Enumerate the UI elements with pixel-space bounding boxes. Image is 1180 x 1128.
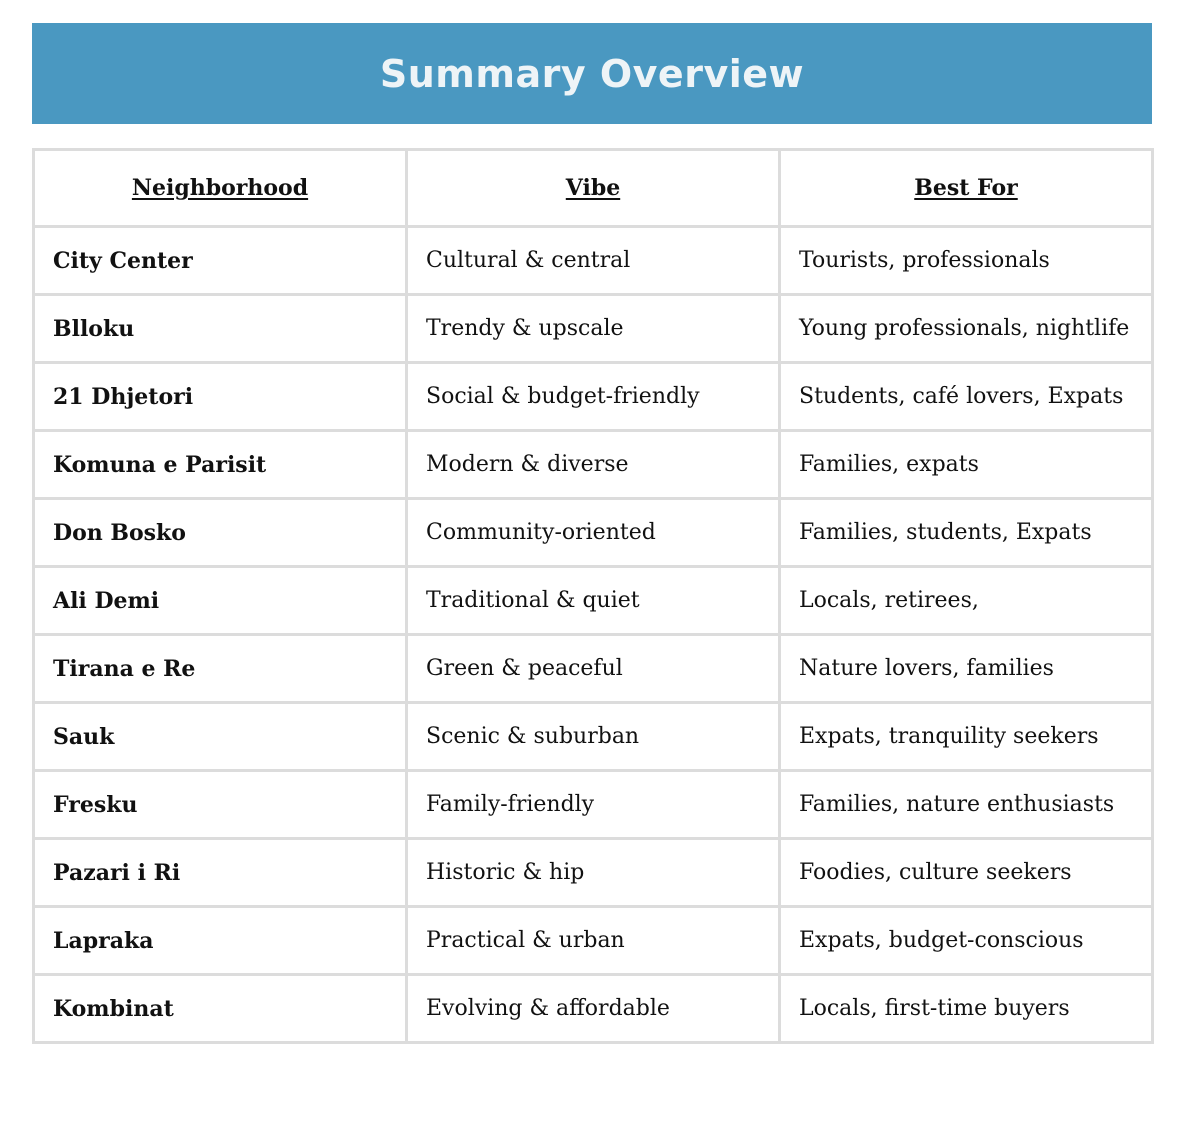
neighborhood-cell: Kombinat [34, 975, 407, 1043]
best-for-cell: Families, students, Expats [780, 499, 1153, 567]
table-row [34, 635, 1153, 703]
neighborhood-cell: Fresku [34, 771, 407, 839]
table-row [34, 703, 1153, 771]
best-for-cell: Tourists, professionals [780, 227, 1153, 295]
table-row [34, 295, 1153, 363]
table-row [34, 499, 1153, 567]
neighborhood-cell: City Center [34, 227, 407, 295]
vibe-cell: Evolving & affordable [407, 975, 780, 1043]
neighborhood-cell: Sauk [34, 703, 407, 771]
neighborhood-cell: Ali Demi [34, 567, 407, 635]
neighborhood-cell: Lapraka [34, 907, 407, 975]
best-for-cell: Students, café lovers, Expats [780, 363, 1153, 431]
table-row [34, 363, 1153, 431]
column-header-best-for: Best For [780, 150, 1153, 227]
table-row [34, 839, 1153, 907]
table-row [34, 907, 1153, 975]
best-for-cell: Locals, retirees, [780, 567, 1153, 635]
vibe-cell: Cultural & central [407, 227, 780, 295]
column-header-vibe: Vibe [407, 150, 780, 227]
summary-table [32, 148, 1154, 1044]
best-for-cell: Foodies, culture seekers [780, 839, 1153, 907]
neighborhood-cell: Blloku [34, 295, 407, 363]
table-header-row [34, 150, 1153, 227]
best-for-cell: Nature lovers, families [780, 635, 1153, 703]
page-title: Summary Overview [379, 51, 805, 96]
table-row [34, 567, 1153, 635]
neighborhood-cell: 21 Dhjetori [34, 363, 407, 431]
best-for-cell: Families, expats [780, 431, 1153, 499]
best-for-cell: Families, nature enthusiasts [780, 771, 1153, 839]
best-for-cell: Expats, budget-conscious [780, 907, 1153, 975]
vibe-cell: Trendy & upscale [407, 295, 780, 363]
vibe-cell: Green & peaceful [407, 635, 780, 703]
best-for-cell: Young professionals, nightlife [780, 295, 1153, 363]
vibe-cell: Family-friendly [407, 771, 780, 839]
table-row [34, 771, 1153, 839]
table-row [34, 227, 1153, 295]
neighborhood-cell: Komuna e Parisit [34, 431, 407, 499]
neighborhood-cell: Tirana e Re [34, 635, 407, 703]
table-row [34, 431, 1153, 499]
neighborhood-cell: Pazari i Ri [34, 839, 407, 907]
best-for-cell: Locals, first-time buyers [780, 975, 1153, 1043]
vibe-cell: Modern & diverse [407, 431, 780, 499]
vibe-cell: Practical & urban [407, 907, 780, 975]
best-for-cell: Expats, tranquility seekers [780, 703, 1153, 771]
table-row [34, 975, 1153, 1043]
column-header-neighborhood: Neighborhood [34, 150, 407, 227]
vibe-cell: Social & budget-friendly [407, 363, 780, 431]
vibe-cell: Historic & hip [407, 839, 780, 907]
vibe-cell: Scenic & suburban [407, 703, 780, 771]
neighborhood-cell: Don Bosko [34, 499, 407, 567]
vibe-cell: Community-oriented [407, 499, 780, 567]
vibe-cell: Traditional & quiet [407, 567, 780, 635]
summary-banner [32, 23, 1152, 124]
